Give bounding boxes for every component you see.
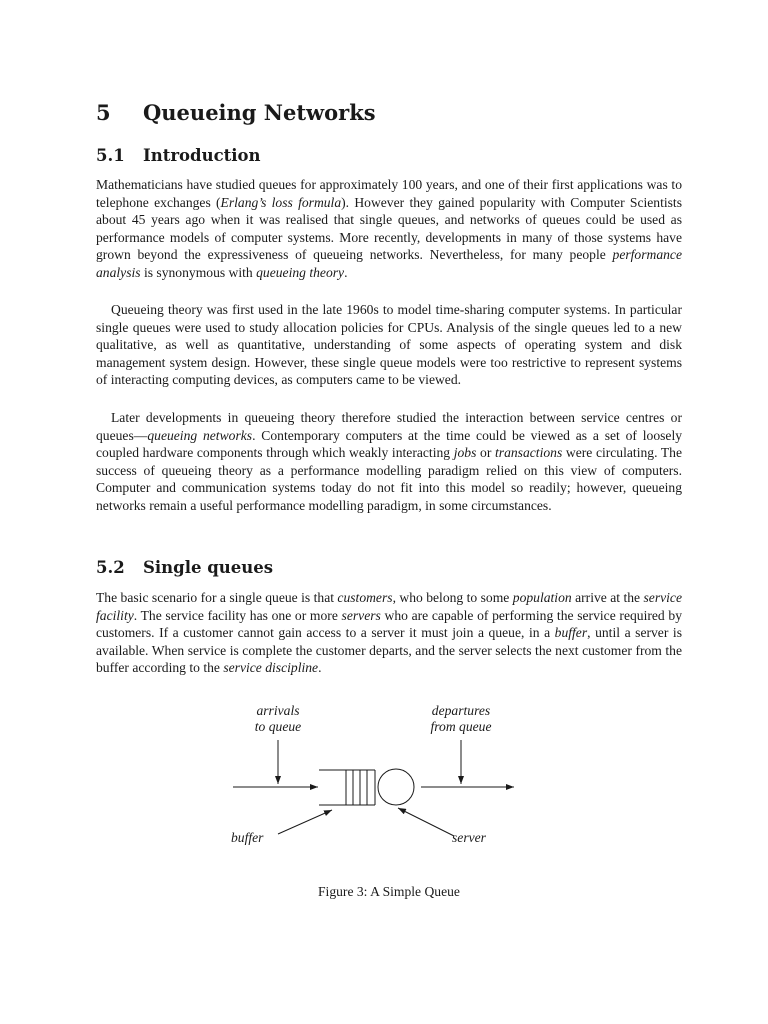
server-pointer-arrow [398, 808, 454, 836]
arrivals-label: arrivals to queue [254, 703, 302, 734]
intro-paragraph-3: Later developments in queueing theory therefore studied the interaction between service centres or queues—queueing networks. Contemporary computers at the time could be viewed as a set of loosely coupled hardware components through which weakly interacting jobs or transactions were circulating. The success of queueing theory as a performance modelling paradigm relied on this view of computers. Computer and communication systems today do not fit into this model so readily; however, queueing networks remain a useful performance modelling paradigm, in some circumstances. [96, 410, 683, 513]
server-label: server [452, 830, 486, 845]
departures-label: departures from queue [430, 703, 492, 734]
buffer-pointer-arrow [278, 810, 332, 834]
section-heading: 5 Queueing Networks [96, 100, 376, 125]
single-queues-paragraph: The basic scenario for a single queue is that customers, who belong to some population arrive at the service facility. The service facility has one or more servers who are capable of performing the service required by customers. If a customer cannot gain access to a server it must join a queue, in a buffer, until a server is available. When service is complete the customer departs, and the server selects the next customer from the buffer according to the service discipline. [96, 590, 682, 676]
buffer-label: buffer [231, 830, 264, 845]
simple-queue-figure [96, 700, 682, 860]
queue-diagram [96, 700, 682, 860]
intro-paragraph-2: Queueing theory was first used in the late 1960s to model time-sharing computer systems. In particular single queues were used to study allocation policies for CPUs. Analysis of the single queues led to a new qualitative, as well as quantitative, understanding of some aspects of operating system and disk management system design. However, these single queue models were too restrictive to represent systems of interacting computing devices, as computers came to be viewed. [96, 302, 682, 388]
subsection-heading-single-queues: 5.2 Single queues [96, 558, 274, 577]
server-circle [378, 769, 414, 805]
intro-paragraph-1: Mathematicians have studied queues for approximately 100 years, and one of their first applications was to telephone exchanges (Erlang’s loss formula). However they gained popularity with Computer Scientists about 45 years ago when it was realised that single queues, and networks of queues could be used as performance models of computer systems. More recently, developments in many of those systems have grown beyond the expressiveness of queueing networks. Nevertheless, for many people performance analysis is synonymous with queueing theory. [96, 177, 683, 280]
subsection-heading-introduction: 5.1 Introduction [96, 146, 261, 165]
figure-caption: Figure 3: A Simple Queue [318, 884, 460, 899]
buffer-queue [319, 770, 375, 805]
